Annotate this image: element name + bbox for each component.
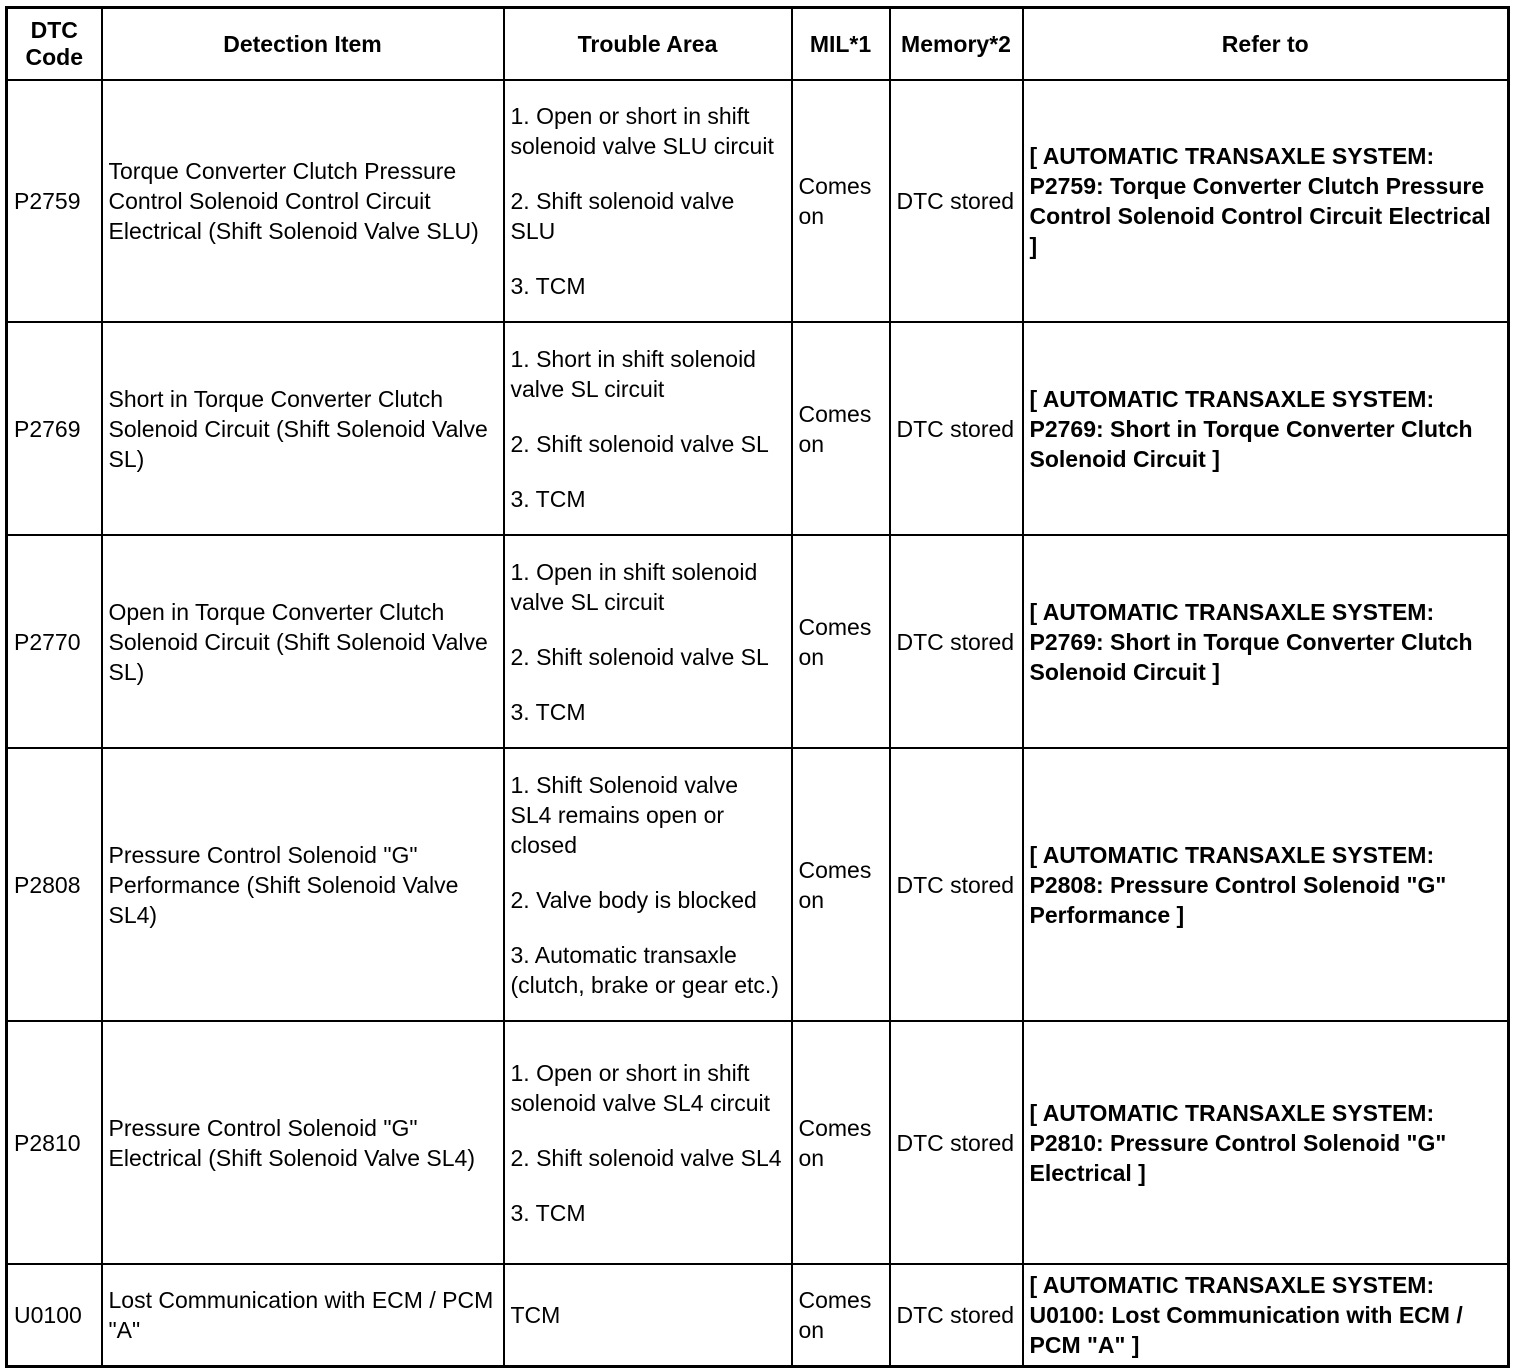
- header-memory: Memory*2: [890, 8, 1023, 81]
- trouble-area-cell: [504, 748, 792, 1021]
- header-dtc-code: DTC Code: [7, 8, 102, 81]
- refer-to-link[interactable]: [ AUTOMATIC TRANSAXLE SYSTEM: P2769: Short in Torque Converter Clutch Solenoid Circuit ]: [1023, 322, 1509, 535]
- refer-to-link[interactable]: [ AUTOMATIC TRANSAXLE SYSTEM: P2810: Pressure Control Solenoid "G" Electrical ]: [1023, 1021, 1509, 1264]
- trouble-area-item: 3. TCM: [510, 1199, 586, 1226]
- memory-cell: DTC stored: [890, 1264, 1023, 1367]
- memory-cell: DTC stored: [890, 748, 1023, 1021]
- trouble-area-list: [511, 1058, 785, 1228]
- memory-cell: DTC stored: [890, 80, 1023, 322]
- table-row: [7, 1264, 1509, 1367]
- trouble-area-cell: [504, 535, 792, 748]
- dtc-code-cell: P2770: [7, 535, 102, 748]
- table-row: [7, 1021, 1509, 1264]
- dtc-code-cell: P2769: [7, 322, 102, 535]
- table-row: [7, 80, 1509, 322]
- trouble-area-cell: [504, 80, 792, 322]
- detection-item-cell: Open in Torque Converter Clutch Solenoid Circuit (Shift Solenoid Valve SL): [102, 535, 504, 748]
- header-trouble-area: Trouble Area: [504, 8, 792, 81]
- trouble-area-item: 2. Valve body is blocked: [510, 886, 757, 913]
- memory-cell: DTC stored: [890, 535, 1023, 748]
- trouble-area-item: 2. Shift solenoid valve SL: [510, 430, 769, 457]
- trouble-area-item: 3. Automatic transaxle (clutch, brake or gear etc.): [510, 941, 779, 998]
- trouble-area-item: 1. Open in shift solenoid valve SL circuit: [510, 558, 758, 615]
- dtc-table: [5, 6, 1510, 1368]
- table-row: [7, 535, 1509, 748]
- header-mil: MIL*1: [792, 8, 890, 81]
- refer-to-link[interactable]: [ AUTOMATIC TRANSAXLE SYSTEM: U0100: Lost Communication with ECM / PCM "A" ]: [1023, 1264, 1509, 1367]
- detection-item-cell: Pressure Control Solenoid "G" Electrical (Shift Solenoid Valve SL4): [102, 1021, 504, 1264]
- trouble-area-item: TCM: [510, 1302, 561, 1328]
- trouble-area-list: [511, 101, 785, 301]
- header-detection-item: Detection Item: [102, 8, 504, 81]
- header-refer-to: Refer to: [1023, 8, 1509, 81]
- detection-item-cell: Pressure Control Solenoid "G" Performance (Shift Solenoid Valve SL4): [102, 748, 504, 1021]
- detection-item-cell: Short in Torque Converter Clutch Solenoid Circuit (Shift Solenoid Valve SL): [102, 322, 504, 535]
- dtc-code-cell: P2759: [7, 80, 102, 322]
- mil-cell: Comes on: [792, 748, 890, 1021]
- trouble-area-item: 1. Open or short in shift solenoid valve SLU circuit: [510, 103, 774, 159]
- dtc-code-cell: U0100: [7, 1264, 102, 1367]
- dtc-code-cell: P2810: [7, 1021, 102, 1264]
- trouble-area-item: 1. Short in shift solenoid valve SL circuit: [510, 345, 756, 402]
- trouble-area-cell: [504, 1264, 792, 1367]
- trouble-area-cell: [504, 1021, 792, 1264]
- mil-cell: Comes on: [792, 1264, 890, 1367]
- trouble-area-item: 2. Shift solenoid valve SL4: [510, 1144, 782, 1171]
- detection-item-cell: Torque Converter Clutch Pressure Control Solenoid Control Circuit Electrical (Shift Solenoid Valve SLU): [102, 80, 504, 322]
- trouble-area-list: [511, 557, 785, 727]
- mil-cell: Comes on: [792, 535, 890, 748]
- refer-to-link[interactable]: [ AUTOMATIC TRANSAXLE SYSTEM: P2808: Pressure Control Solenoid "G" Performance ]: [1023, 748, 1509, 1021]
- mil-cell: Comes on: [792, 322, 890, 535]
- trouble-area-item: 1. Shift Solenoid valve SL4 remains open or closed: [510, 771, 739, 858]
- trouble-area-list: [511, 770, 785, 1000]
- trouble-area-item: 2. Shift solenoid valve SLU: [510, 188, 735, 244]
- refer-to-link[interactable]: [ AUTOMATIC TRANSAXLE SYSTEM: P2759: Torque Converter Clutch Pressure Control Solenoid Control Circuit Electrical ]: [1023, 80, 1509, 322]
- memory-cell: DTC stored: [890, 1021, 1023, 1264]
- trouble-area-list: [511, 1300, 785, 1330]
- detection-item-cell: Lost Communication with ECM / PCM "A": [102, 1264, 504, 1367]
- trouble-area-list: [511, 344, 785, 514]
- mil-cell: Comes on: [792, 80, 890, 322]
- trouble-area-item: 2. Shift solenoid valve SL: [510, 643, 769, 670]
- table-row: [7, 748, 1509, 1021]
- refer-to-link[interactable]: [ AUTOMATIC TRANSAXLE SYSTEM: P2769: Short in Torque Converter Clutch Solenoid Circuit ]: [1023, 535, 1509, 748]
- trouble-area-item: 3. TCM: [510, 698, 586, 725]
- trouble-area-item: 1. Open or short in shift solenoid valve SL4 circuit: [510, 1059, 771, 1116]
- header-row: [7, 8, 1509, 81]
- trouble-area-item: 3. TCM: [510, 273, 586, 299]
- trouble-area-cell: [504, 322, 792, 535]
- trouble-area-item: 3. TCM: [510, 485, 586, 512]
- dtc-code-cell: P2808: [7, 748, 102, 1021]
- memory-cell: DTC stored: [890, 322, 1023, 535]
- table-row: [7, 322, 1509, 535]
- mil-cell: Comes on: [792, 1021, 890, 1264]
